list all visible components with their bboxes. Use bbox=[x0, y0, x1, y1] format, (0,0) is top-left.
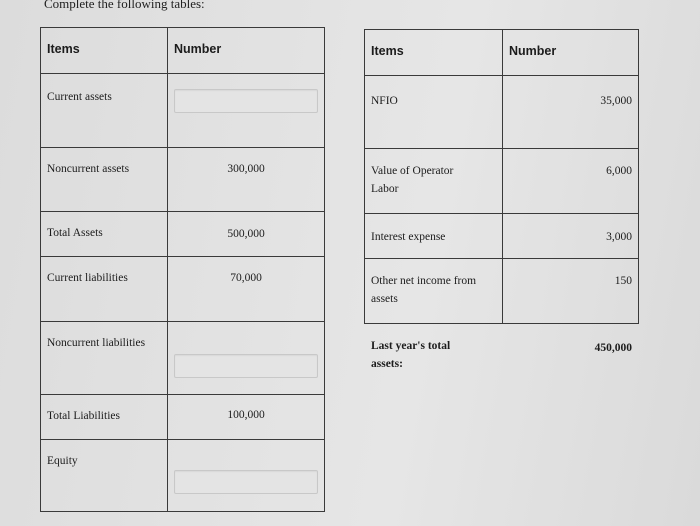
left-item-cell: Current liabilities bbox=[41, 257, 168, 322]
table-row bbox=[41, 440, 325, 512]
right-item-cell: NFIO bbox=[365, 76, 503, 149]
left-number-cell: 300,000 bbox=[168, 148, 325, 212]
right-number-cell: 6,000 bbox=[503, 149, 639, 214]
current-assets-input[interactable] bbox=[174, 89, 318, 113]
right-number-cell: 150 bbox=[503, 259, 639, 324]
right-item-cell: Other net income from assets bbox=[365, 259, 503, 324]
table-row bbox=[41, 322, 325, 395]
left-header-items: Items bbox=[41, 28, 168, 74]
left-number-cell: 70,000 bbox=[168, 257, 325, 322]
table-row bbox=[365, 76, 639, 149]
table-row bbox=[365, 259, 639, 324]
last-year-value: 450,000 bbox=[594, 342, 632, 354]
table-row bbox=[41, 212, 325, 257]
table-row bbox=[41, 257, 325, 322]
left-number-cell: 100,000 bbox=[168, 395, 325, 440]
left-item-cell: Noncurrent assets bbox=[41, 148, 168, 212]
right-number-cell: 35,000 bbox=[503, 76, 639, 149]
left-item-cell: Total Liabilities bbox=[41, 395, 168, 440]
left-item-cell: Total Assets bbox=[41, 212, 168, 257]
right-number-cell: 3,000 bbox=[503, 214, 639, 259]
table-row bbox=[41, 395, 325, 440]
right-table bbox=[364, 29, 639, 324]
page-title: Complete the following tables: bbox=[44, 0, 205, 11]
left-number-cell: 500,000 bbox=[168, 212, 325, 257]
right-header-items: Items bbox=[365, 30, 503, 76]
left-number-cell bbox=[168, 440, 325, 512]
right-header-number: Number bbox=[503, 30, 639, 76]
left-table bbox=[40, 27, 325, 512]
table-row bbox=[41, 148, 325, 212]
table-row bbox=[41, 74, 325, 148]
equity-input[interactable] bbox=[174, 470, 318, 494]
table-row bbox=[365, 214, 639, 259]
noncurrent-liabilities-input[interactable] bbox=[174, 354, 318, 378]
left-header-number: Number bbox=[168, 28, 325, 74]
table-row bbox=[365, 149, 639, 214]
right-item-cell: Value of Operator Labor bbox=[365, 149, 503, 214]
left-number-cell bbox=[168, 74, 325, 148]
left-item-cell: Noncurrent liabilities bbox=[41, 322, 168, 395]
left-item-cell: Current assets bbox=[41, 74, 168, 148]
right-item-cell: Interest expense bbox=[365, 214, 503, 259]
left-number-cell bbox=[168, 322, 325, 395]
last-year-label: Last year's total assets: bbox=[371, 340, 451, 370]
left-item-cell: Equity bbox=[41, 440, 168, 512]
